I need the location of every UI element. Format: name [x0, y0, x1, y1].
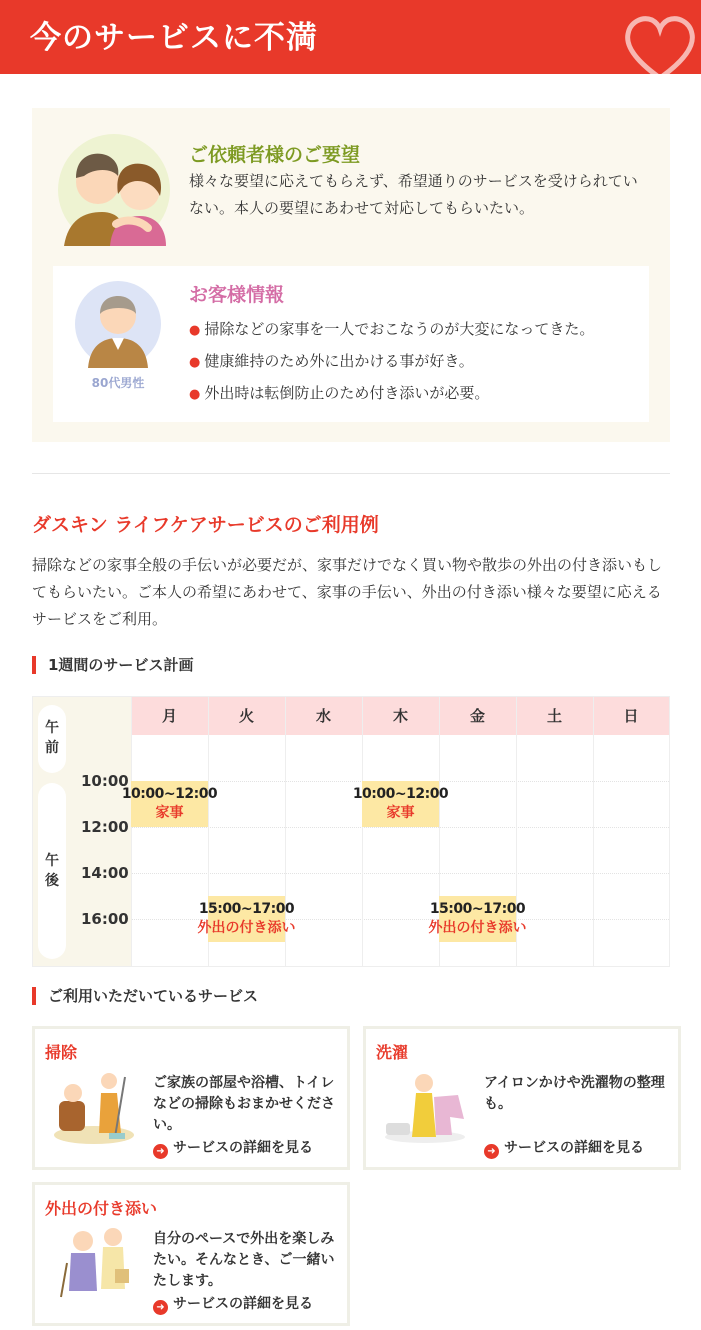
event-time: 10:00~12:00 [121, 786, 218, 802]
list-item-text: 外出時は転倒防止のため付き添いが必要。 [204, 384, 490, 402]
customer-age: 80代男性 [91, 376, 145, 390]
event-time: 15:00~17:00 [429, 901, 526, 917]
service-detail-link[interactable] [153, 1137, 313, 1159]
day-header-sat: 土 [516, 697, 593, 735]
link-label[interactable]: サービスの詳細を見る [173, 1296, 313, 1312]
customer-title: お客様情報 [189, 284, 285, 306]
service-detail-link[interactable] [484, 1137, 644, 1159]
services-heading: ご利用いただいているサービス [32, 987, 258, 1005]
arrow-right-icon: ➜ [484, 1144, 499, 1159]
day-header-fri: 金 [439, 697, 516, 735]
time-label: 16:00 [81, 910, 129, 928]
list-item-text: 掃除などの家事を一人でおこなうのが大変になってきた。 [204, 320, 595, 338]
schedule-event-outing [197, 896, 296, 942]
card-text: ご家族の部屋や浴槽、トイレなどの掃除もおまかせください。 [153, 1075, 335, 1133]
request-box [32, 108, 670, 442]
event-time: 15:00~17:00 [198, 901, 295, 917]
page-title: 今のサービスに不満 [30, 20, 318, 56]
grid-line [131, 697, 132, 966]
request-title: ご依頼者様のご要望 [189, 144, 361, 166]
card-text: 自分のペースで外出を楽しみたい。そんなとき、ご一緒いたします。 [153, 1231, 335, 1289]
grid-line [362, 697, 363, 966]
customer-info-list [189, 314, 594, 410]
event-label: 外出の付き添い [428, 920, 527, 936]
event-time: 10:00~12:00 [352, 786, 449, 802]
elderly-man-avatar-icon [74, 280, 162, 368]
day-header-sun: 日 [593, 697, 669, 735]
laundry-illustration-icon [380, 1067, 470, 1147]
example-title: ダスキン ライフケアサービスのご利用例 [32, 514, 379, 536]
am-label [38, 705, 66, 773]
schedule-event-housework [121, 781, 218, 827]
day-header-wed: 水 [285, 697, 362, 735]
arrow-right-icon: ➜ [153, 1144, 168, 1159]
outing-illustration-icon [49, 1223, 139, 1303]
card-title: 掃除 [45, 1043, 78, 1062]
list-item-text: 健康維持のため外に出かける事が好き。 [204, 352, 474, 370]
day-header-thu: 木 [362, 697, 439, 735]
schedule-event-housework [352, 781, 449, 827]
bullet-icon: ● [189, 355, 201, 370]
service-detail-link[interactable] [153, 1293, 313, 1315]
grid-line [131, 827, 669, 828]
list-item [189, 346, 594, 378]
day-header-mon: 月 [131, 697, 208, 735]
schedule-event-outing [428, 896, 527, 942]
heart-icon [622, 14, 698, 74]
bullet-icon: ● [189, 323, 201, 338]
weekly-schedule [32, 696, 670, 967]
grid-line [131, 873, 669, 874]
day-header-tue: 火 [208, 697, 285, 735]
example-text: 掃除などの家事全般の手伝いが必要だが、家事だけでなく買い物や散歩の外出の付き添いもしてもらいたい。ご本人の希望にあわせて、家事の手伝い、外出の付き添い様々な要望に応えるサービスをご利用。 [32, 556, 663, 628]
request-text: 様々な要望に応えてもらえず、希望通りのサービスを受けられていない。本人の要望にあわせて対応してもらいたい。 [189, 172, 638, 217]
page-header [0, 0, 701, 74]
grid-line [593, 697, 594, 966]
event-label: 家事 [155, 805, 184, 821]
cleaning-illustration-icon [49, 1067, 139, 1147]
link-label[interactable]: サービスの詳細を見る [173, 1140, 313, 1156]
customer-info-box [53, 266, 649, 422]
card-title: 洗濯 [376, 1043, 409, 1062]
pm-label-text: 午後 [45, 853, 59, 889]
service-card-laundry [363, 1026, 681, 1170]
service-card-cleaning [32, 1026, 350, 1170]
event-label: 外出の付き添い [197, 920, 296, 936]
schedule-heading: 1週間のサービス計画 [32, 656, 193, 674]
am-label-text: 午前 [45, 720, 59, 756]
pm-label [38, 783, 66, 959]
card-title: 外出の付き添い [45, 1199, 158, 1218]
arrow-right-icon: ➜ [153, 1300, 168, 1315]
event-label: 家事 [386, 805, 415, 821]
list-item [189, 378, 594, 410]
link-label[interactable]: サービスの詳細を見る [504, 1140, 644, 1156]
card-text: アイロンかけや洗濯物の整理も。 [484, 1075, 665, 1112]
service-card-outing [32, 1182, 350, 1326]
time-label: 10:00 [81, 772, 129, 790]
section-divider [32, 473, 670, 474]
bullet-icon: ● [189, 387, 201, 402]
couple-illustration-icon [54, 128, 174, 248]
list-item [189, 314, 594, 346]
time-label: 12:00 [81, 818, 129, 836]
time-label: 14:00 [81, 864, 129, 882]
